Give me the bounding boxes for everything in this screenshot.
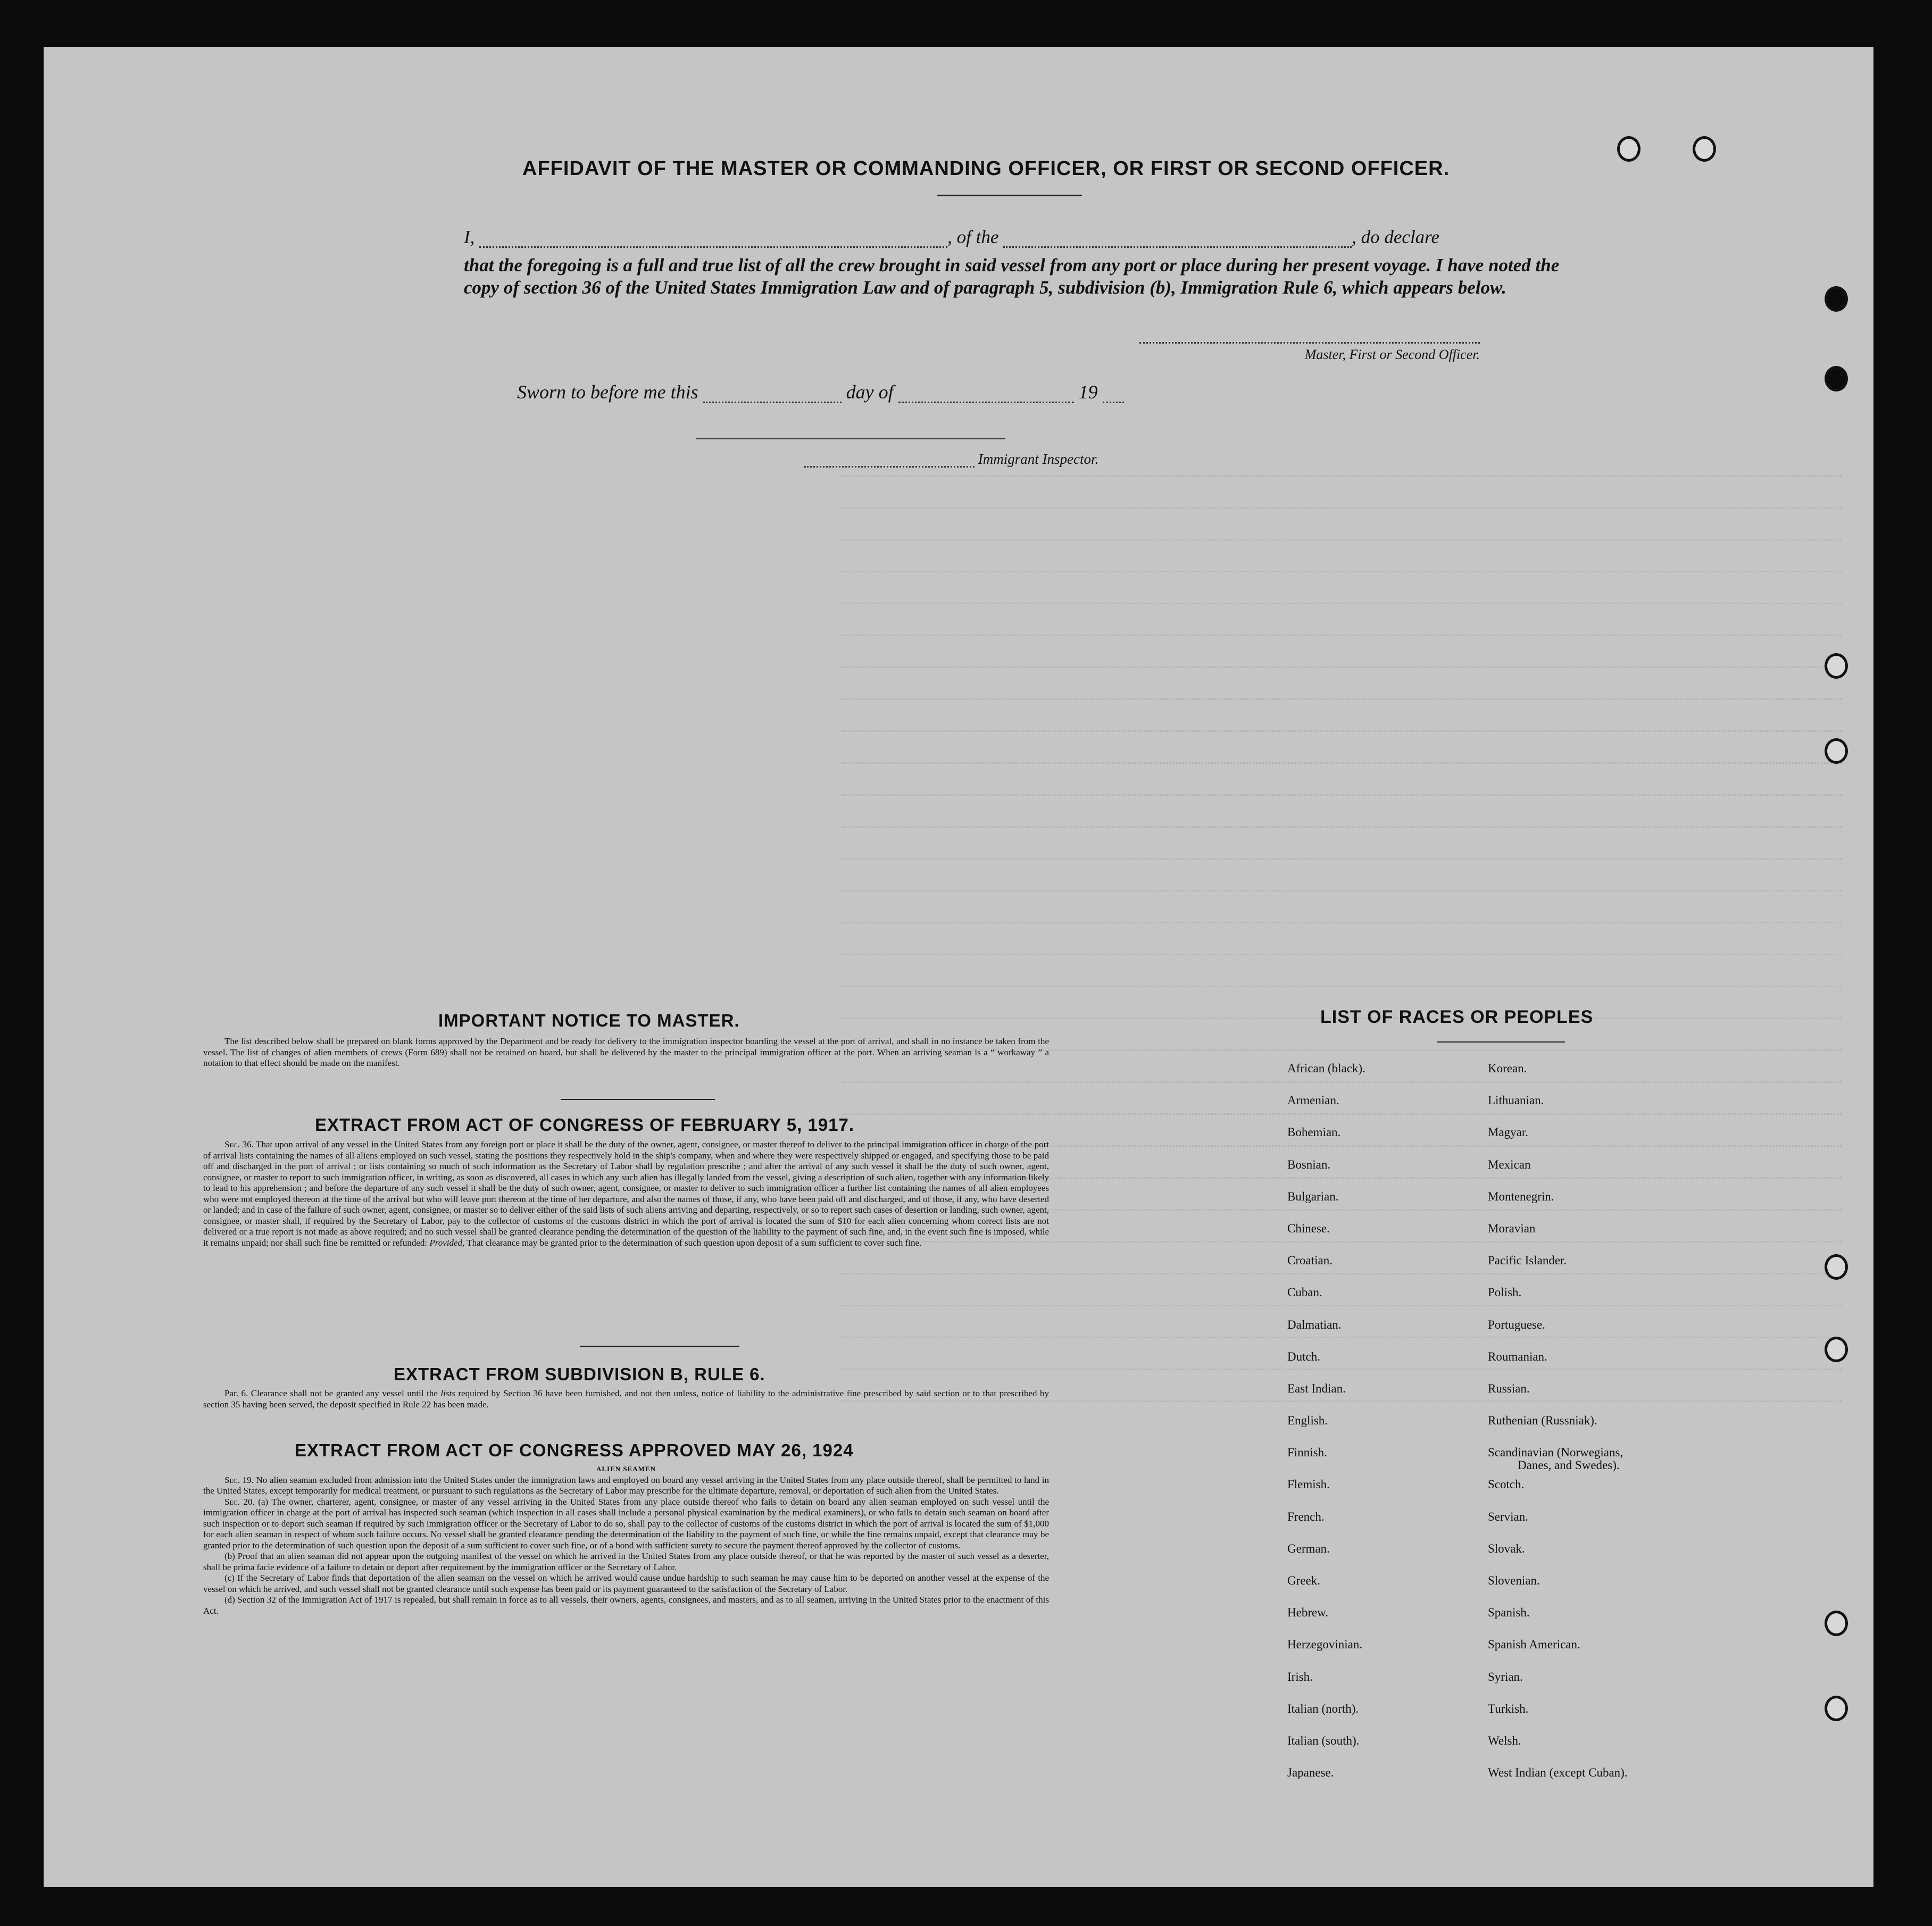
- rule6-text-b: required by Section 36 have been furnished, and not then unless, notice of liability to the administrative fine prescribed by said section or to that prescribed by section 35 having been served, the deposit specified in Rule 22 has been made.: [203, 1388, 1050, 1410]
- section-20c-text: (c) If the Secretary of Labor finds that deportation of the alien seaman on the vessel on which he arrived would cause undue hardship to such seaman he may cause him to be deported on another vessel at the expense of the vessel on which he arrived, and such vessel shall not be granted clearance until such expense has been paid or its payment guaranteed to the satisfaction of the Secretary of Labor.: [203, 1573, 1049, 1594]
- sworn-year: 19: [1078, 381, 1098, 403]
- race-label: Korean.: [1488, 1062, 1527, 1075]
- rule6-text-a: Par. 6. Clearance shall not be granted any vessel until the: [224, 1388, 438, 1398]
- race-label: Moravian: [1488, 1221, 1536, 1235]
- race-item: [1287, 1542, 1365, 1574]
- race-item: [1488, 1702, 1628, 1734]
- race-item: [1287, 1062, 1365, 1094]
- race-label: Bulgarian.: [1287, 1189, 1339, 1203]
- race-item: [1488, 1190, 1628, 1222]
- divider: [1437, 1041, 1565, 1043]
- race-item: [1287, 1382, 1365, 1414]
- race-item: [1488, 1606, 1628, 1638]
- punch-hole: [1825, 1337, 1848, 1362]
- sworn-year-field[interactable]: [1103, 386, 1124, 403]
- race-item: [1287, 1125, 1365, 1157]
- race-item: [1488, 1062, 1628, 1094]
- sworn-day-field[interactable]: [703, 386, 842, 403]
- race-label: Magyar.: [1488, 1125, 1529, 1139]
- race-label: French.: [1287, 1510, 1325, 1523]
- section-36-text: That upon arrival of any vessel in the United States from any foreign port or place it shall be the duty of the owner, agent, consignee, or master thereof to deliver to the principal immigration officer in charge of the port of arrival lists containing the names of all aliens employed on such vessel, stating the positions they respectively hold in the ship's company, when and where they were respectively shipped or engaged, and specifying those to be paid off and discharged in the port of arrival ; or lists containing so much of such information as the Secretary of Labor shall by regulation prescribe ; and after the arrival of any such vessel it shall be the duty of such owner, agent, consignee, or master to report to such immigration officer, in writing, as soon as discovered, all cases in which any such alien has illegally landed from the vessel, giving a description of such alien, together with any information likely to lead to his apprehension ; and before the departure of any such vessel it shall be the duty of such owner, agent, consignee, or master to deliver to such immigration officer a further list containing the names of all alien employees who were not employed thereon at the time of the arrival but who will leave port thereon at the time of her departure, and also the names of those, if any, who have been paid off and discharged, and of those, if any, who have deserted or landed; and in case of the failure of such owner, agent, consignee, or master so to deliver either of the said lists of such aliens arriving and departing, respectively, or so to report such cases of desertion or landing, such owner, agent, consignee, or master shall, if required by the Secretary of Labor, pay to the collector of customs of the customs district in which the port of arrival is located the sum of $10 for each alien concerning whom correct lists are not delivered or a true report is not made as above required; and no such vessel shall be granted clearance pending the determination of the question of the liability to the payment of such fine, and, in the event such fine is imposed, while it remains unpaid; nor shall such fine be remitted or refunded:: [203, 1139, 1049, 1248]
- punch-hole: [1825, 1696, 1848, 1721]
- race-item: [1488, 1125, 1628, 1157]
- race-label: Polish.: [1488, 1286, 1522, 1299]
- race-label: Pacific Islander.: [1488, 1254, 1567, 1268]
- bleed-row: [842, 826, 1842, 840]
- race-label: Cuban.: [1287, 1286, 1322, 1299]
- race-label: Spanish American.: [1488, 1638, 1580, 1652]
- race-label: East Indian.: [1287, 1381, 1346, 1395]
- race-label: Bosnian.: [1287, 1157, 1331, 1171]
- race-item: [1488, 1222, 1628, 1254]
- section-label: Sec. 36.: [224, 1139, 254, 1149]
- races-title: LIST OF RACES OR PEOPLES: [1320, 1007, 1594, 1027]
- bleed-row: [842, 922, 1842, 936]
- race-item: [1287, 1734, 1365, 1766]
- divider: [561, 1099, 715, 1100]
- race-label: Portuguese.: [1488, 1318, 1545, 1331]
- race-label: Irish.: [1287, 1670, 1313, 1683]
- race-item: [1287, 1574, 1365, 1606]
- divider: [937, 195, 1082, 196]
- race-item: [1488, 1318, 1628, 1350]
- declaration-body: that the foregoing is a full and true list of all the crew brought in said vessel from any port or place during her present voyage. I have noted the copy of section 36 of the United States Immigration Law and of paragraph 5, subdivision (b), Immigration Rule 6, which appears below.: [464, 255, 1560, 298]
- sworn-day-of: day of: [846, 381, 894, 403]
- race-item: [1287, 1446, 1365, 1478]
- notice-paragraph: The list described below shall be prepared on blank forms approved by the Department and be ready for delivery to the immigration inspector boarding the vessel at the port of arrival, and shall in no instance be taken from the vessel. The list of changes of alien members of crews (Form 689) shall not be retained on board, but shall be delivered by the master to the principal immigration officer at the port. When an arriving seaman is a “ workaway ” a notation to that effect should be made on the manifest.: [203, 1036, 1049, 1068]
- race-label: Finnish.: [1287, 1446, 1327, 1460]
- bleed-row: [842, 539, 1842, 553]
- bleed-row: [842, 794, 1842, 808]
- master-signature: [1139, 342, 1480, 363]
- race-item: [1488, 1414, 1628, 1446]
- race-label: Russian.: [1488, 1381, 1530, 1395]
- bleed-row: [842, 603, 1842, 617]
- declaration-line: [464, 227, 1570, 248]
- extract-1924-title: EXTRACT FROM ACT OF CONGRESS APPROVED MAY 26, 1924: [295, 1440, 854, 1460]
- extract-rule6-title: EXTRACT FROM SUBDIVISION B, RULE 6.: [394, 1364, 765, 1384]
- bleed-row: [842, 507, 1842, 521]
- race-item: [1488, 1542, 1628, 1574]
- name-field[interactable]: [479, 230, 947, 248]
- vessel-field[interactable]: [1003, 230, 1352, 248]
- race-item: [1488, 1766, 1628, 1798]
- race-item: [1488, 1094, 1628, 1125]
- punch-hole: [1825, 286, 1848, 312]
- lists-word: lists: [440, 1388, 455, 1398]
- race-item: [1287, 1158, 1365, 1190]
- race-label: Mexican: [1488, 1157, 1531, 1171]
- punch-hole: [1825, 1611, 1848, 1636]
- race-label: Montenegrin.: [1488, 1189, 1554, 1203]
- section-19-text: No alien seaman excluded from admission into the United States under the immigration laws and employed on board any vessel arriving in the United States from any place outside thereof, shall be permitted to land in the United States, except temporarily for medical treatment, or pursuant to such regulations as the Secretary of Labor may prescribe for the ultimate departure, removal, or deportation of such alien from the United States.: [203, 1474, 1049, 1496]
- divider: [580, 1346, 739, 1347]
- race-label: Bohemian.: [1287, 1125, 1341, 1139]
- section-label: Sec. 20.: [224, 1496, 255, 1507]
- document-page: [44, 47, 1873, 1887]
- race-label: West Indian (except Cuban).: [1488, 1766, 1628, 1780]
- race-label: Spanish.: [1488, 1606, 1530, 1620]
- race-item: [1488, 1478, 1628, 1510]
- race-label: Italian (north).: [1287, 1702, 1359, 1715]
- race-item: [1287, 1254, 1365, 1286]
- race-item: [1287, 1606, 1365, 1638]
- punch-hole: [1825, 738, 1848, 764]
- race-item: [1488, 1158, 1628, 1190]
- race-label: Syrian.: [1488, 1670, 1523, 1683]
- race-item: [1488, 1254, 1628, 1286]
- race-item: [1287, 1318, 1365, 1350]
- bleed-row: [842, 475, 1842, 489]
- race-label: Welsh.: [1488, 1733, 1521, 1747]
- race-item: [1287, 1286, 1365, 1318]
- extract-1924-text: [203, 1464, 1049, 1616]
- race-item: [1488, 1638, 1628, 1670]
- extract-rule6-text: [203, 1388, 1049, 1410]
- race-item: [1287, 1478, 1365, 1510]
- race-label: Lithuanian.: [1488, 1094, 1544, 1107]
- race-label: Dutch.: [1287, 1349, 1320, 1363]
- section-label: Sec. 19.: [224, 1474, 254, 1485]
- bleed-row: [842, 666, 1842, 681]
- affidavit-title: AFFIDAVIT OF THE MASTER OR COMMANDING OFFICER, OR FIRST OR SECOND OFFICER.: [522, 157, 1450, 180]
- race-item: [1287, 1222, 1365, 1254]
- master-signature-line[interactable]: [1139, 342, 1480, 344]
- race-label: English.: [1287, 1414, 1328, 1428]
- section-20b-text: (b) Proof that an alien seaman did not appear upon the outgoing manifest of the vessel on which he arrived in the United States from any place outside thereof, or that he was reported by the master of such vessel as a deserter, shall be prima facie evidence of a failure to detain or deport after requirement by the immigration officer or the Secretary of Labor.: [203, 1551, 1049, 1572]
- race-item: [1287, 1670, 1365, 1702]
- race-label: Japanese.: [1287, 1766, 1334, 1780]
- declare-i: I,: [464, 227, 475, 247]
- race-label: Croatian.: [1287, 1254, 1333, 1268]
- race-label: German.: [1287, 1541, 1330, 1555]
- bleed-row: [842, 698, 1842, 713]
- inspector-label: Immigrant Inspector.: [978, 451, 1099, 467]
- race-label: Flemish.: [1287, 1478, 1330, 1491]
- sworn-month-field[interactable]: [898, 386, 1074, 403]
- race-label: Scandinavian (Norwegians,: [1488, 1446, 1623, 1460]
- bleed-row: [842, 762, 1842, 777]
- race-label: Slovak.: [1488, 1541, 1525, 1555]
- race-item: [1488, 1734, 1628, 1766]
- race-item: [1287, 1766, 1365, 1798]
- race-item: [1287, 1190, 1365, 1222]
- sworn-line: [517, 381, 1124, 403]
- sworn-prefix: Sworn to before me this: [517, 381, 698, 403]
- notice-title: IMPORTANT NOTICE TO MASTER.: [438, 1011, 740, 1030]
- punch-hole: [1617, 136, 1640, 162]
- declare-of-the: , of the: [947, 227, 999, 247]
- inspector-signature: [804, 451, 1098, 468]
- race-item: [1488, 1446, 1628, 1478]
- races-column-1: [1287, 1062, 1365, 1798]
- race-item: [1287, 1638, 1365, 1670]
- inspector-name-field[interactable]: [804, 454, 975, 468]
- race-label: Slovenian.: [1488, 1574, 1540, 1587]
- race-label: Hebrew.: [1287, 1606, 1329, 1620]
- bleed-row: [842, 858, 1842, 872]
- race-label: Herzegovinian.: [1287, 1638, 1363, 1652]
- punch-hole: [1825, 366, 1848, 391]
- bleed-row: [842, 954, 1842, 968]
- punch-hole: [1825, 1254, 1848, 1280]
- declare-end: , do declare: [1352, 227, 1440, 247]
- race-item: [1287, 1414, 1365, 1446]
- inspector-signature-line[interactable]: [696, 438, 1005, 439]
- provided-label: Provided,: [429, 1237, 465, 1248]
- bleed-row: [842, 890, 1842, 904]
- race-item: [1287, 1510, 1365, 1542]
- race-item: [1488, 1670, 1628, 1702]
- section-20a-text: (a) The owner, charterer, agent, consignee, or master of any vessel arriving in the United States from any place outside thereof who fails to detain on board any alien seaman employed on such vessel until the immigration officer in charge at the port of arrival has inspected such seaman (which inspection in all cases shall include a personal physical examination by the medical examiners), or who fails to detain such seaman on board after such inspection or to deport such seaman if required by such immigration officer or the Secretary of Labor to do so, shall pay to the collector of customs of the customs district in which the port of arrival is located the sum of $1,000 for each alien seaman in respect of whom such failure occurs. No vessel shall be granted clearance pending the determination of the liability to the payment of such fine, or while the fine remains unpaid, except that clearance may be granted prior to the determination of such question upon the deposit of a sum sufficient to cover such fine, or of a bond with sufficient surety to secure the payment thereof approved by the collector of customs.: [203, 1496, 1049, 1550]
- master-signature-label: Master, First or Second Officer.: [1304, 347, 1480, 362]
- race-label: Servian.: [1488, 1510, 1529, 1523]
- alien-seamen-subtitle: ALIEN SEAMEN: [596, 1465, 656, 1473]
- punch-hole: [1693, 136, 1716, 162]
- race-label-continuation: Danes, and Swedes).: [1518, 1458, 1620, 1472]
- provided-text: That clearance may be granted prior to the determination of such question upon deposit of a sum sufficient to cover such fine.: [467, 1237, 922, 1248]
- race-item: [1488, 1574, 1628, 1606]
- race-label: Dalmatian.: [1287, 1318, 1342, 1331]
- notice-text: [203, 1036, 1049, 1069]
- race-label: Roumanian.: [1488, 1349, 1547, 1363]
- bleed-row: [842, 730, 1842, 745]
- race-label: Armenian.: [1287, 1094, 1339, 1107]
- race-item: [1488, 1510, 1628, 1542]
- race-item: [1287, 1350, 1365, 1382]
- race-item: [1488, 1286, 1628, 1318]
- extract-1917-title: EXTRACT FROM ACT OF CONGRESS OF FEBRUARY 5, 1917.: [315, 1115, 855, 1135]
- bleed-row: [842, 635, 1842, 649]
- race-label: Turkish.: [1488, 1702, 1529, 1715]
- race-item: [1488, 1382, 1628, 1414]
- extract-1917-text: [203, 1139, 1049, 1248]
- race-item: [1287, 1094, 1365, 1125]
- punch-hole: [1825, 653, 1848, 679]
- race-label: Greek.: [1287, 1574, 1320, 1587]
- race-label: Italian (south).: [1287, 1733, 1360, 1747]
- race-label: Chinese.: [1287, 1221, 1330, 1235]
- race-item: [1287, 1702, 1365, 1734]
- section-20d-text: (d) Section 32 of the Immigration Act of 1917 is repealed, but shall remain in force as to all vessels, their owners, agents, consignees, and masters, and as to all seamen, arriving in the United States prior to the enactment of this Act.: [203, 1595, 1049, 1616]
- races-column-2: [1488, 1062, 1628, 1798]
- race-label: Scotch.: [1488, 1478, 1525, 1491]
- race-label: Ruthenian (Russniak).: [1488, 1414, 1597, 1428]
- bleed-row: [842, 571, 1842, 585]
- race-label: African (black).: [1287, 1062, 1365, 1075]
- race-item: [1488, 1350, 1628, 1382]
- bleed-row: [842, 986, 1842, 1000]
